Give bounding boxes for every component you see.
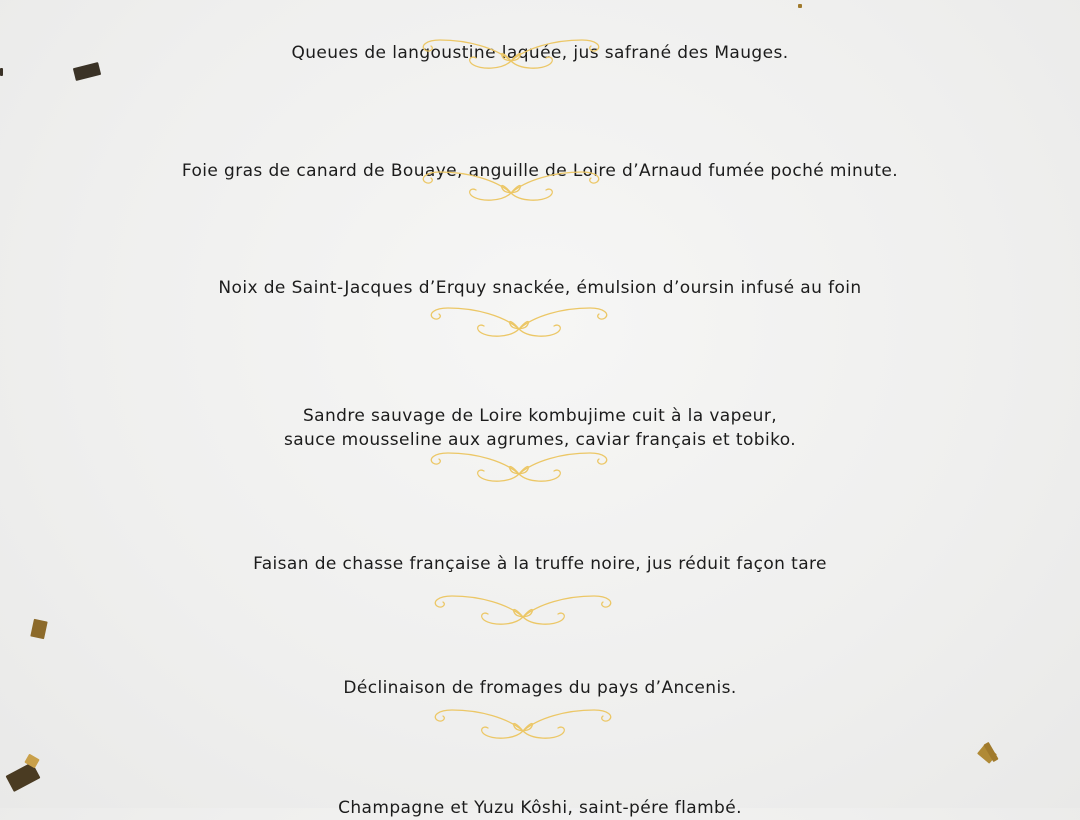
confetti-piece [0, 68, 3, 76]
ornamental-flourish-icon [428, 590, 618, 630]
course-line: Noix de Saint-Jacques d’Erquy snackée, émulsion d’oursin infusé au foin [218, 278, 862, 298]
ornamental-flourish-icon [424, 447, 614, 487]
menu-course-6 [0, 676, 1080, 700]
menu-course-7 [0, 796, 1080, 820]
course-line: Déclinaison de fromages du pays d’Ancenis. [343, 678, 737, 698]
course-line: Faisan de chasse française à la truffe noire, jus réduit façon tare [253, 554, 827, 574]
course-line: Foie gras de canard de Bouaye, anguille de Loire d’Arnaud fumée poché minute. [181, 161, 899, 181]
menu-course-3 [0, 276, 1080, 300]
ornamental-flourish-icon [416, 34, 606, 74]
course-line: Sandre sauvage de Loire kombujime cuit à la vapeur, [302, 406, 778, 426]
menu-course-5 [0, 552, 1080, 576]
course-line: sauce mousseline aux agrumes, caviar français et tobiko. [283, 430, 797, 450]
ornamental-flourish-icon [424, 302, 614, 342]
course-line: Champagne et Yuzu Kôshi, saint-pére flambé. [338, 798, 742, 818]
ornamental-flourish-icon [428, 704, 618, 744]
course-line: Queues de langoustine laquée, jus safrané des Mauges. [291, 43, 789, 63]
ornamental-flourish-icon [416, 166, 606, 206]
confetti-piece [30, 619, 47, 640]
confetti-piece [798, 4, 802, 8]
menu-course-4 [0, 404, 1080, 452]
